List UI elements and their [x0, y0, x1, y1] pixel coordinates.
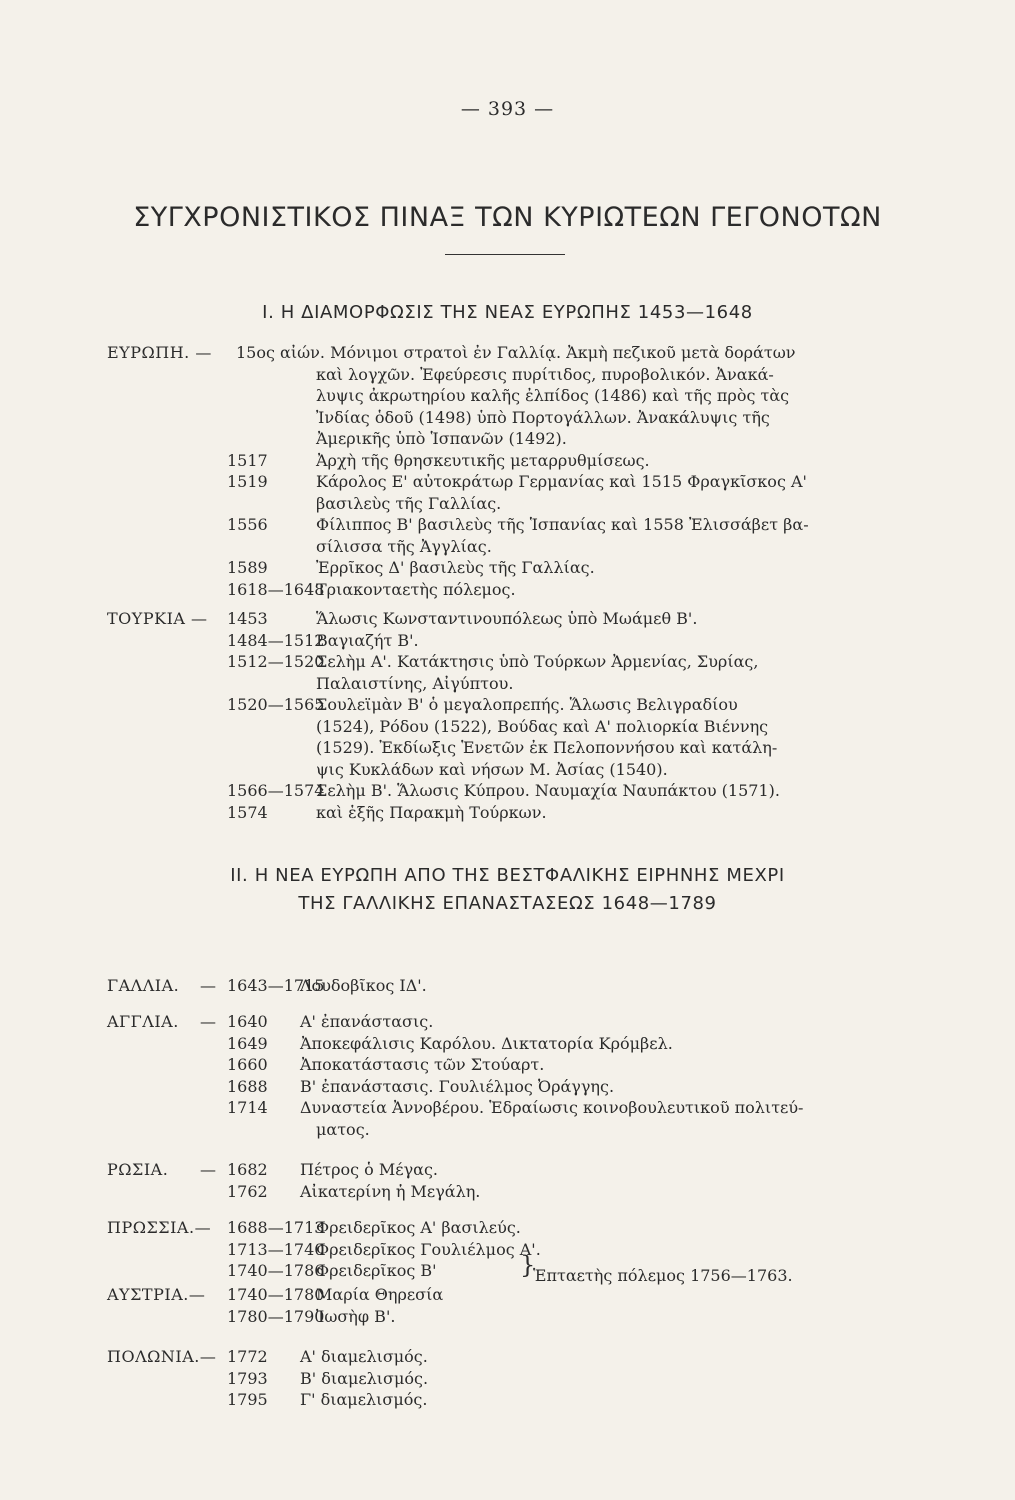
england-block	[0, 1012, 1015, 1141]
event-text: Μαρία Θηρεσία	[316, 1285, 444, 1304]
title-rule	[445, 254, 565, 255]
text-line: 15ος αἰών. Μόνιμοι στρατοὶ ἐν Γαλλίᾳ. Ἀκμὴ πεζικοῦ μετὰ δοράτων	[236, 343, 796, 362]
event-text: Ἐρρῖκος Δ' βασιλεὺς τῆς Γαλλίας.	[316, 558, 595, 577]
event-year: 1517	[227, 450, 268, 470]
event-text: Β' ἐπανάστασις. Γουλιέλμος Ὀράγγης.	[300, 1076, 615, 1096]
event-text: Β' διαμελισμός.	[300, 1368, 429, 1388]
event-year: 1780—1790	[227, 1306, 325, 1326]
event-text: Φρειδερῖκος Α' βασιλεύς.	[316, 1218, 521, 1237]
event-year: 1484—1512	[227, 630, 325, 650]
poland-block	[0, 1347, 1015, 1412]
event-year: 1520—1565	[227, 695, 325, 714]
event-year: 1660	[227, 1055, 268, 1074]
country-label: ΠΡΩΣΣΙΑ.—	[107, 1218, 212, 1237]
dash: —	[200, 1160, 216, 1179]
event-text: Γ' διαμελισμός.	[300, 1390, 428, 1409]
event-text: (1524), Ρόδου (1522), Βούδας καὶ Α' πολιορκία Βιέννης	[316, 716, 769, 736]
event-year: 1556	[227, 515, 268, 534]
event-year: 1682	[227, 1160, 268, 1179]
text-line: λυψις ἀκρωτηρίου καλῆς ἐλπίδος (1486) καὶ τῆς πρὸς τὰς	[316, 386, 790, 405]
event-year: 1740—1780	[227, 1285, 325, 1304]
country-label: ΑΥΣΤΡΙΑ.—	[107, 1285, 206, 1304]
event-text: Ἀρχὴ τῆς θρησκευτικῆς μεταρρυθμίσεως.	[316, 450, 650, 470]
event-year: 1643—1715	[227, 976, 325, 995]
event-year: 1640	[227, 1012, 268, 1031]
event-year: 1589	[227, 558, 268, 577]
seven-years-war-bracket	[0, 1252, 1015, 1292]
country-label: ΑΓΓΛΙΑ.	[107, 1012, 179, 1031]
event-year: 1574	[227, 802, 268, 822]
event-text: Τριακονταετὴς πόλεμος.	[316, 579, 516, 599]
country-label: ΠΟΛΩΝΙΑ.—	[107, 1347, 217, 1366]
event-year: 1618—1648	[227, 579, 325, 599]
event-text: καὶ ἑξῆς Παρακμὴ Τούρκων.	[316, 802, 547, 822]
text-line: Ἰνδίας ὁδοῦ (1498) ὑπὸ Πορτογάλλων. Ἀνακάλυψις τῆς	[316, 407, 770, 427]
country-label: ΕΥΡΩΠΗ. —	[107, 343, 212, 362]
event-text: Ἰωσὴφ Β'.	[316, 1306, 396, 1326]
text-line: Ἀμερικῆς ὑπὸ Ἱσπανῶν (1492).	[316, 429, 567, 448]
event-year: 1512—1520	[227, 652, 325, 671]
event-text: Βαγιαζήτ Β'.	[316, 630, 419, 650]
event-text: Πέτρος ὁ Μέγας.	[300, 1160, 438, 1179]
event-text: Α' ἐπανάστασις.	[300, 1012, 434, 1031]
event-year: 1713—1740	[227, 1239, 325, 1259]
event-text: Ἅλωσις Κωνσταντινουπόλεως ὑπὸ Μωάμεθ Β'.	[316, 609, 698, 628]
russia-block	[0, 1160, 1015, 1203]
event-text: Αἰκατερίνη ἡ Μεγάλη.	[300, 1181, 481, 1201]
event-year: 1772	[227, 1347, 268, 1366]
event-text: Ἀποκατάστασις τῶν Στούαρτ.	[300, 1055, 545, 1074]
event-year: 1714	[227, 1098, 268, 1117]
event-year: 1566—1574	[227, 781, 325, 800]
seven-years-war-note: Ἑπταετὴς πόλεμος 1756—1763.	[533, 1266, 793, 1285]
country-label: ΓΑΛΛΙΑ.	[107, 976, 180, 995]
event-text: Φρειδερῖκος Γουλιέλμος Α'.	[316, 1239, 541, 1259]
section-2-heading-line-2: ΤΗΣ ΓΑΛΛΙΚΗΣ ΕΠΑΝΑΣΤΑΣΕΩΣ 1648—1789	[298, 893, 717, 914]
event-year: 1795	[227, 1390, 268, 1409]
page-number: — 393 —	[460, 98, 555, 120]
event-text: Σελὴμ Α'. Κατάκτησις ὑπὸ Τούρκων Ἀρμενίας, Συρίας,	[316, 652, 759, 671]
dash: —	[200, 1012, 216, 1031]
event-text: Α' διαμελισμός.	[300, 1347, 428, 1366]
europe-block	[0, 343, 1015, 601]
event-text: ψις Κυκλάδων καὶ νήσων Μ. Ἀσίας (1540).	[316, 759, 668, 779]
event-text: Φίλιππος Β' βασιλεὺς τῆς Ἱσπανίας καὶ 1558 Ἐλισσάβετ βα-	[316, 515, 809, 534]
event-text: Φρειδερῖκος Β'	[316, 1261, 437, 1280]
event-year: 1762	[227, 1181, 268, 1201]
france-block	[0, 976, 1015, 998]
event-text: Λουδοβῖκος ΙΔ'.	[300, 976, 427, 995]
event-text: Σουλεϊμὰν Β' ὁ μεγαλοπρεπής. Ἅλωσις Βελιγραδίου	[316, 695, 738, 714]
brace-glyph: }	[520, 1251, 536, 1279]
event-text: βασιλεὺς τῆς Γαλλίας.	[316, 493, 502, 513]
section-2-heading	[0, 862, 1015, 918]
country-label: ΡΩΣΙΑ.	[107, 1160, 169, 1179]
event-year: 1688—1713	[227, 1218, 325, 1237]
event-year: 1649	[227, 1033, 268, 1053]
event-year: 1453	[227, 609, 268, 628]
event-year: 1740—1786	[227, 1261, 325, 1280]
country-label: ΤΟΥΡΚΙΑ —	[107, 609, 208, 628]
event-text: Σελὴμ Β'. Ἅλωσις Κύπρου. Ναυμαχία Ναυπάκτου (1571).	[316, 781, 780, 800]
event-text: ματος.	[316, 1119, 370, 1139]
event-year: 1793	[227, 1368, 268, 1388]
event-year: 1688	[227, 1076, 268, 1096]
event-text: σίλισσα τῆς Ἀγγλίας.	[316, 536, 492, 556]
text-line: καὶ λογχῶν. Ἐφεύρεσις πυρίτιδος, πυροβολικόν. Ἀνακά-	[316, 364, 774, 384]
event-text: Δυναστεία Ἀννοβέρου. Ἑδραίωσις κοινοβουλευτικοῦ πολιτεύ-	[300, 1098, 804, 1117]
event-text: (1529). Ἐκδίωξις Ἑνετῶν ἐκ Πελοποννήσου καὶ κατάλη-	[316, 738, 778, 757]
event-year: 1519	[227, 472, 268, 491]
turkey-block	[0, 609, 1015, 824]
page-title: ΣΥΓΧΡΟΝΙΣΤΙΚΟΣ ΠΙΝΑΞ ΤΩΝ ΚΥΡΙΩΤΕΩΝ ΓΕΓΟΝΟΤΩΝ	[133, 202, 882, 233]
dash: —	[200, 976, 216, 995]
event-text: Παλαιστίνης, Αἰγύπτου.	[316, 673, 514, 693]
section-2-heading-line-1: II. Η ΝΕΑ ΕΥΡΩΠΗ ΑΠΟ ΤΗΣ ΒΕΣΤΦΑΛΙΚΗΣ ΕΙΡΗΝΗΣ ΜΕΧΡΙ	[230, 865, 785, 886]
event-text: Κάρολος Ε' αὐτοκράτωρ Γερμανίας καὶ 1515 Φραγκῖσκος Α'	[316, 472, 807, 491]
section-1-heading: I. Η ΔΙΑΜΟΡΦΩΣΙΣ ΤΗΣ ΝΕΑΣ ΕΥΡΩΠΗΣ 1453—1648	[262, 302, 753, 323]
event-text: Ἀποκεφάλισις Καρόλου. Δικτατορία Κρόμβελ.	[300, 1033, 673, 1053]
